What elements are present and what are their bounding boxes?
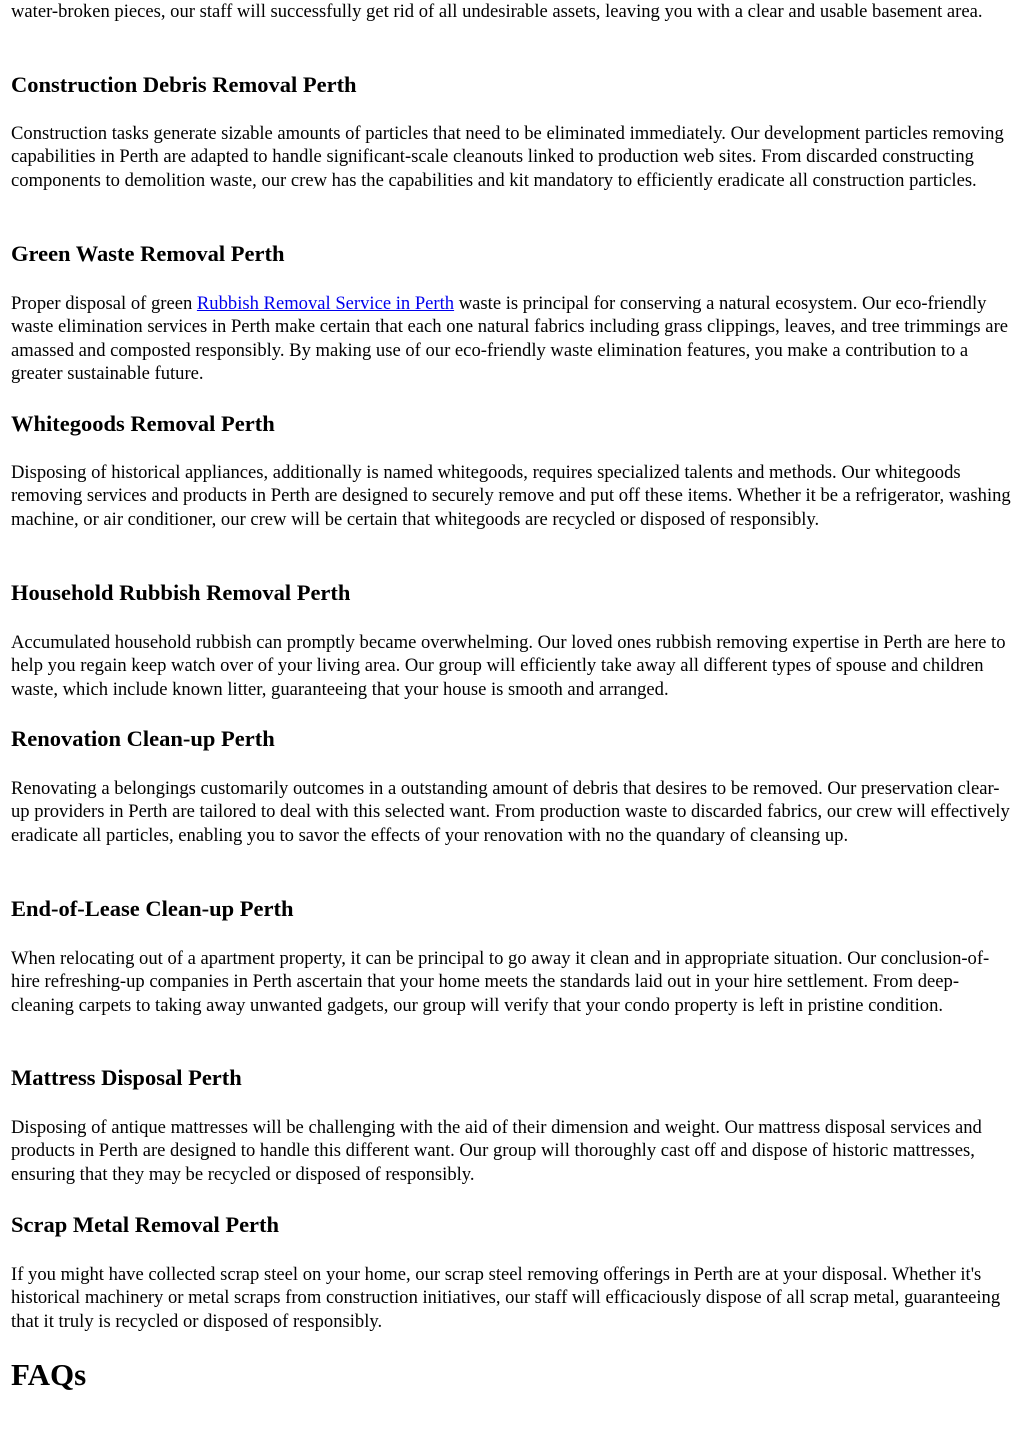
section-body-green-waste bbox=[11, 292, 1016, 385]
section-heading-mattress-disposal: Mattress Disposal Perth bbox=[11, 1065, 242, 1090]
green-waste-text-after-link: waste is principal for conserving a natural ecosystem. Our eco-friendly waste elimination services in Perth make certain that each one natural fabrics including grass clippings, leaves, and tree trimmings are amassed and composted responsibly. By making use of our eco-friendly waste elimination features, you make a contribution to a greater sustainable future. bbox=[11, 293, 1009, 384]
intro-paragraph: water-broken pieces, our staff will successfully get rid of all undesirable assets, leaving you with a clear and usable basement area. bbox=[11, 1, 983, 22]
section-body-scrap-metal: If you might have collected scrap steel on your home, our scrap steel removing offerings in Perth are at your disposal. Whether it's historical machinery or metal scraps from construction initiatives, our staff will efficaciously dispose of all scrap metal, guaranteeing that it truly is recycled or disposed of responsibly. bbox=[11, 1264, 1001, 1332]
section-heading-whitegoods: Whitegoods Removal Perth bbox=[11, 411, 275, 436]
section-heading-household-rubbish: Household Rubbish Removal Perth bbox=[11, 580, 351, 605]
section-body-mattress-disposal: Disposing of antique mattresses will be challenging with the aid of their dimension and weight. Our mattress disposal services and products in Perth are designed to handle this different want. Our group will thoroughly cast off and dispose of historic mattresses, ensuring that they may be recycled or disposed of responsibly. bbox=[11, 1117, 982, 1185]
section-body-whitegoods: Disposing of historical appliances, additionally is named whitegoods, requires specialized talents and methods. Our whitegoods removing services and products in Perth are designed to securely remove and put off these items. Whether it be a refrigerator, washing machine, or air conditioner, our crew will be certain that whitegoods are recycled or disposed of responsibly. bbox=[11, 462, 1011, 530]
faq-heading: FAQs bbox=[11, 1357, 87, 1392]
section-body-end-of-lease: When relocating out of a apartment property, it can be principal to go away it clean and in appropriate situation. Our conclusion-of-hire refreshing-up companies in Perth ascertain that your home meets the standards laid out in your hire settlement. From deep-cleaning carpets to taking away unwanted gadgets, our group will verify that your condo property is left in pristine condition. bbox=[11, 948, 990, 1016]
section-body-construction-debris: Construction tasks generate sizable amounts of particles that need to be eliminated immediately. Our development particles removing capabilities in Perth are adapted to handle significant-scale cleanouts linked to production web sites. From discarded constructing components to demolition waste, our crew has the capabilities and kit mandatory to efficiently eradicate all construction particles. bbox=[11, 123, 1004, 191]
section-body-household-rubbish: Accumulated household rubbish can promptly became overwhelming. Our loved ones rubbish removing expertise in Perth are here to help you regain keep watch over of your living area. Our group will efficiently take away all different types of spouse and children waste, which include known litter, guaranteeing that your house is smooth and arranged. bbox=[11, 632, 1006, 700]
section-heading-scrap-metal: Scrap Metal Removal Perth bbox=[11, 1212, 280, 1237]
section-heading-construction-debris: Construction Debris Removal Perth bbox=[11, 72, 357, 97]
section-heading-end-of-lease: End-of-Lease Clean-up Perth bbox=[11, 896, 294, 921]
section-heading-renovation: Renovation Clean-up Perth bbox=[11, 726, 275, 751]
rubbish-removal-service-link[interactable]: Rubbish Removal Service in Perth bbox=[196, 293, 455, 314]
green-waste-text-before-link: Proper disposal of green bbox=[11, 293, 197, 314]
section-body-renovation: Renovating a belongings customarily outcomes in a outstanding amount of debris that desires to be removed. Our preservation clear-up providers in Perth are tailored to deal with this selected want. From production waste to discarded fabrics, our crew will effectively eradicate all particles, enabling you to savor the effects of your renovation with no the quandary of cleansing up. bbox=[11, 778, 1010, 846]
section-heading-green-waste: Green Waste Removal Perth bbox=[11, 241, 285, 266]
